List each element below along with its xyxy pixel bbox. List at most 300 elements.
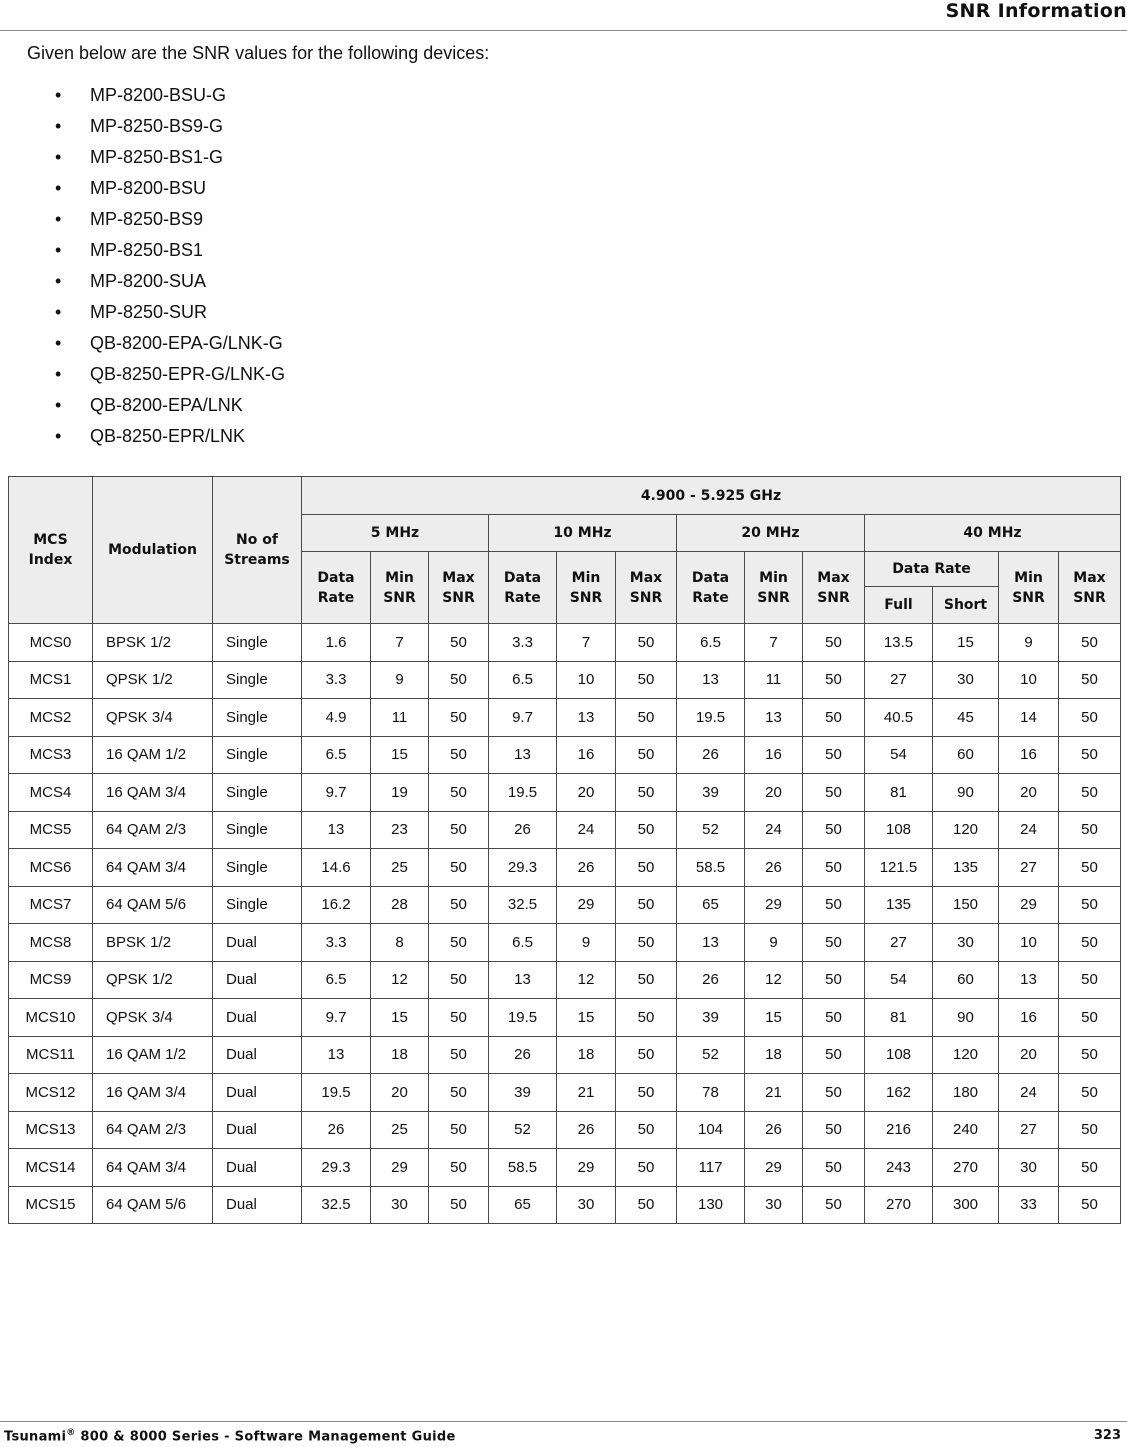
cell-10mhz-min-snr: 24 [557, 811, 616, 849]
header-short: Short [933, 587, 999, 624]
cell-5mhz-data-rate: 14.6 [302, 849, 371, 887]
cell-5mhz-min-snr: 19 [371, 774, 429, 812]
bullet-icon: • [55, 426, 62, 446]
cell-20mhz-min-snr: 16 [745, 736, 803, 774]
cell-streams: Dual [213, 999, 302, 1037]
cell-5mhz-min-snr: 28 [371, 886, 429, 924]
device-name: QB-8200-EPA-G/LNK-G [90, 333, 283, 353]
cell-20mhz-min-snr: 24 [745, 811, 803, 849]
cell-5mhz-data-rate: 9.7 [302, 999, 371, 1037]
header-mcs-index: MCS Index [9, 477, 93, 624]
bullet-icon: • [55, 85, 62, 105]
header-min-snr: Min SNR [745, 552, 803, 624]
cell-10mhz-max-snr: 50 [616, 774, 677, 812]
cell-40mhz-min-snr: 9 [999, 624, 1059, 662]
cell-20mhz-data-rate: 13 [677, 924, 745, 962]
cell-20mhz-min-snr: 13 [745, 699, 803, 737]
cell-10mhz-max-snr: 50 [616, 849, 677, 887]
cell-mcs-index: MCS10 [9, 999, 93, 1037]
cell-5mhz-min-snr: 18 [371, 1036, 429, 1074]
cell-10mhz-max-snr: 50 [616, 1186, 677, 1224]
cell-40mhz-min-snr: 16 [999, 999, 1059, 1037]
table-row [9, 924, 1121, 962]
cell-20mhz-data-rate: 39 [677, 999, 745, 1037]
cell-10mhz-min-snr: 29 [557, 1149, 616, 1187]
cell-40mhz-max-snr: 50 [1059, 999, 1121, 1037]
header-bw-10mhz: 10 MHz [489, 515, 677, 552]
cell-10mhz-min-snr: 18 [557, 1036, 616, 1074]
cell-10mhz-data-rate: 19.5 [489, 774, 557, 812]
header-max-snr: Max SNR [1059, 552, 1121, 624]
bullet-icon: • [55, 271, 62, 291]
table-row [9, 699, 1121, 737]
bullet-icon: • [55, 364, 62, 384]
cell-10mhz-data-rate: 13 [489, 961, 557, 999]
cell-5mhz-data-rate: 6.5 [302, 736, 371, 774]
cell-10mhz-data-rate: 6.5 [489, 924, 557, 962]
cell-5mhz-max-snr: 50 [429, 1036, 489, 1074]
device-name: QB-8200-EPA/LNK [90, 395, 243, 415]
cell-20mhz-data-rate: 19.5 [677, 699, 745, 737]
cell-5mhz-min-snr: 11 [371, 699, 429, 737]
cell-10mhz-max-snr: 50 [616, 999, 677, 1037]
cell-40mhz-data-rate-short: 30 [933, 661, 999, 699]
cell-20mhz-data-rate: 78 [677, 1074, 745, 1112]
cell-40mhz-max-snr: 50 [1059, 924, 1121, 962]
header-full: Full [865, 587, 933, 624]
cell-5mhz-max-snr: 50 [429, 624, 489, 662]
cell-20mhz-max-snr: 50 [803, 699, 865, 737]
table-row [9, 999, 1121, 1037]
cell-5mhz-max-snr: 50 [429, 699, 489, 737]
header-modulation: Modulation [93, 477, 213, 624]
cell-10mhz-min-snr: 13 [557, 699, 616, 737]
device-name: QB-8250-EPR-G/LNK-G [90, 364, 286, 384]
registered-mark: ® [66, 1428, 76, 1438]
cell-40mhz-data-rate-full: 121.5 [865, 849, 933, 887]
cell-5mhz-data-rate: 1.6 [302, 624, 371, 662]
cell-40mhz-data-rate-full: 135 [865, 886, 933, 924]
cell-40mhz-data-rate-short: 30 [933, 924, 999, 962]
cell-streams: Dual [213, 924, 302, 962]
cell-40mhz-min-snr: 10 [999, 661, 1059, 699]
cell-10mhz-max-snr: 50 [616, 1074, 677, 1112]
cell-20mhz-max-snr: 50 [803, 1036, 865, 1074]
cell-10mhz-min-snr: 26 [557, 849, 616, 887]
device-name: MP-8250-BS9 [90, 209, 204, 229]
cell-40mhz-data-rate-full: 108 [865, 1036, 933, 1074]
cell-10mhz-data-rate: 6.5 [489, 661, 557, 699]
cell-5mhz-data-rate: 6.5 [302, 961, 371, 999]
cell-40mhz-data-rate-short: 135 [933, 849, 999, 887]
cell-40mhz-max-snr: 50 [1059, 1111, 1121, 1149]
cell-20mhz-max-snr: 50 [803, 1111, 865, 1149]
cell-5mhz-min-snr: 29 [371, 1149, 429, 1187]
cell-20mhz-min-snr: 30 [745, 1186, 803, 1224]
cell-modulation: 16 QAM 3/4 [93, 774, 213, 812]
cell-5mhz-data-rate: 13 [302, 1036, 371, 1074]
cell-40mhz-min-snr: 30 [999, 1149, 1059, 1187]
cell-40mhz-data-rate-short: 180 [933, 1074, 999, 1112]
device-name: QB-8250-EPR/LNK [90, 426, 246, 446]
cell-40mhz-max-snr: 50 [1059, 886, 1121, 924]
cell-5mhz-data-rate: 3.3 [302, 924, 371, 962]
cell-5mhz-data-rate: 9.7 [302, 774, 371, 812]
cell-20mhz-max-snr: 50 [803, 736, 865, 774]
cell-mcs-index: MCS7 [9, 886, 93, 924]
header-min-snr: Min SNR [371, 552, 429, 624]
cell-40mhz-max-snr: 50 [1059, 961, 1121, 999]
cell-40mhz-min-snr: 10 [999, 924, 1059, 962]
cell-40mhz-max-snr: 50 [1059, 811, 1121, 849]
cell-10mhz-data-rate: 3.3 [489, 624, 557, 662]
cell-streams: Dual [213, 1036, 302, 1074]
cell-5mhz-data-rate: 32.5 [302, 1186, 371, 1224]
table-row [9, 1036, 1121, 1074]
cell-40mhz-min-snr: 20 [999, 1036, 1059, 1074]
cell-40mhz-data-rate-short: 120 [933, 811, 999, 849]
cell-10mhz-data-rate: 13 [489, 736, 557, 774]
cell-40mhz-max-snr: 50 [1059, 661, 1121, 699]
cell-20mhz-max-snr: 50 [803, 849, 865, 887]
cell-streams: Single [213, 699, 302, 737]
cell-10mhz-data-rate: 29.3 [489, 849, 557, 887]
cell-5mhz-max-snr: 50 [429, 736, 489, 774]
cell-20mhz-min-snr: 26 [745, 849, 803, 887]
cell-40mhz-min-snr: 13 [999, 961, 1059, 999]
cell-modulation: QPSK 1/2 [93, 961, 213, 999]
cell-mcs-index: MCS12 [9, 1074, 93, 1112]
cell-40mhz-data-rate-full: 270 [865, 1186, 933, 1224]
cell-40mhz-max-snr: 50 [1059, 849, 1121, 887]
cell-40mhz-min-snr: 14 [999, 699, 1059, 737]
cell-modulation: 16 QAM 1/2 [93, 736, 213, 774]
cell-5mhz-max-snr: 50 [429, 1186, 489, 1224]
cell-10mhz-data-rate: 58.5 [489, 1149, 557, 1187]
table-row [9, 736, 1121, 774]
cell-10mhz-data-rate: 39 [489, 1074, 557, 1112]
cell-20mhz-min-snr: 21 [745, 1074, 803, 1112]
cell-modulation: 16 QAM 1/2 [93, 1036, 213, 1074]
cell-mcs-index: MCS15 [9, 1186, 93, 1224]
cell-40mhz-max-snr: 50 [1059, 1036, 1121, 1074]
cell-modulation: 16 QAM 3/4 [93, 1074, 213, 1112]
cell-20mhz-max-snr: 50 [803, 886, 865, 924]
footer-title [4, 1428, 456, 1444]
cell-modulation: 64 QAM 3/4 [93, 1149, 213, 1187]
cell-20mhz-max-snr: 50 [803, 624, 865, 662]
cell-20mhz-data-rate: 117 [677, 1149, 745, 1187]
cell-40mhz-data-rate-full: 216 [865, 1111, 933, 1149]
cell-10mhz-max-snr: 50 [616, 961, 677, 999]
page-header-title: SNR Information [945, 0, 1127, 22]
cell-streams: Single [213, 736, 302, 774]
device-name: MP-8200-SUA [90, 271, 207, 291]
cell-mcs-index: MCS5 [9, 811, 93, 849]
cell-10mhz-min-snr: 12 [557, 961, 616, 999]
header-no-of-streams: No of Streams [213, 477, 302, 624]
table-row [9, 886, 1121, 924]
cell-20mhz-data-rate: 58.5 [677, 849, 745, 887]
cell-10mhz-min-snr: 16 [557, 736, 616, 774]
cell-5mhz-min-snr: 9 [371, 661, 429, 699]
cell-40mhz-data-rate-full: 40.5 [865, 699, 933, 737]
cell-10mhz-data-rate: 65 [489, 1186, 557, 1224]
table-row [9, 811, 1121, 849]
cell-mcs-index: MCS11 [9, 1036, 93, 1074]
cell-5mhz-max-snr: 50 [429, 1111, 489, 1149]
cell-20mhz-min-snr: 26 [745, 1111, 803, 1149]
table-row [9, 1111, 1121, 1149]
cell-5mhz-max-snr: 50 [429, 849, 489, 887]
header-min-snr: Min SNR [999, 552, 1059, 624]
cell-5mhz-max-snr: 50 [429, 1149, 489, 1187]
cell-10mhz-max-snr: 50 [616, 886, 677, 924]
cell-20mhz-max-snr: 50 [803, 1074, 865, 1112]
cell-streams: Dual [213, 1111, 302, 1149]
cell-40mhz-data-rate-short: 60 [933, 961, 999, 999]
table-row [9, 1074, 1121, 1112]
cell-20mhz-data-rate: 26 [677, 961, 745, 999]
header-max-snr: Max SNR [803, 552, 865, 624]
snr-table-body [9, 624, 1121, 1224]
cell-40mhz-max-snr: 50 [1059, 736, 1121, 774]
cell-40mhz-max-snr: 50 [1059, 774, 1121, 812]
cell-20mhz-data-rate: 39 [677, 774, 745, 812]
cell-mcs-index: MCS4 [9, 774, 93, 812]
cell-10mhz-data-rate: 52 [489, 1111, 557, 1149]
cell-5mhz-min-snr: 25 [371, 849, 429, 887]
cell-40mhz-data-rate-full: 108 [865, 811, 933, 849]
table-row [9, 1149, 1121, 1187]
cell-10mhz-data-rate: 19.5 [489, 999, 557, 1037]
header-data-rate: Data Rate [302, 552, 371, 624]
cell-10mhz-data-rate: 32.5 [489, 886, 557, 924]
footer-divider [0, 1421, 1127, 1422]
bullet-icon: • [55, 395, 62, 415]
cell-5mhz-max-snr: 50 [429, 811, 489, 849]
page-number: 323 [1093, 1428, 1121, 1443]
cell-10mhz-data-rate: 26 [489, 811, 557, 849]
table-row [9, 774, 1121, 812]
table-row [9, 849, 1121, 887]
cell-40mhz-data-rate-short: 120 [933, 1036, 999, 1074]
cell-20mhz-data-rate: 130 [677, 1186, 745, 1224]
cell-20mhz-data-rate: 52 [677, 1036, 745, 1074]
cell-5mhz-min-snr: 30 [371, 1186, 429, 1224]
cell-40mhz-data-rate-short: 300 [933, 1186, 999, 1224]
cell-streams: Dual [213, 1149, 302, 1187]
cell-10mhz-max-snr: 50 [616, 1111, 677, 1149]
cell-5mhz-max-snr: 50 [429, 961, 489, 999]
cell-40mhz-data-rate-full: 27 [865, 661, 933, 699]
device-name: MP-8250-BS1 [90, 240, 204, 260]
cell-20mhz-max-snr: 50 [803, 1149, 865, 1187]
cell-20mhz-min-snr: 20 [745, 774, 803, 812]
cell-streams: Single [213, 886, 302, 924]
cell-mcs-index: MCS3 [9, 736, 93, 774]
bullet-icon: • [55, 209, 62, 229]
cell-mcs-index: MCS0 [9, 624, 93, 662]
cell-mcs-index: MCS2 [9, 699, 93, 737]
cell-20mhz-max-snr: 50 [803, 924, 865, 962]
cell-modulation: 64 QAM 5/6 [93, 1186, 213, 1224]
cell-5mhz-data-rate: 16.2 [302, 886, 371, 924]
cell-40mhz-max-snr: 50 [1059, 1149, 1121, 1187]
cell-40mhz-data-rate-short: 270 [933, 1149, 999, 1187]
footer-brand: Tsunami [4, 1429, 67, 1445]
header-bw-40mhz: 40 MHz [865, 515, 1121, 552]
cell-10mhz-max-snr: 50 [616, 924, 677, 962]
cell-40mhz-min-snr: 27 [999, 1111, 1059, 1149]
cell-40mhz-data-rate-short: 15 [933, 624, 999, 662]
cell-20mhz-max-snr: 50 [803, 811, 865, 849]
cell-40mhz-data-rate-full: 54 [865, 961, 933, 999]
cell-5mhz-max-snr: 50 [429, 774, 489, 812]
cell-10mhz-max-snr: 50 [616, 1149, 677, 1187]
cell-20mhz-data-rate: 6.5 [677, 624, 745, 662]
cell-40mhz-data-rate-full: 162 [865, 1074, 933, 1112]
cell-5mhz-max-snr: 50 [429, 924, 489, 962]
snr-table [8, 476, 1121, 1224]
cell-40mhz-min-snr: 33 [999, 1186, 1059, 1224]
cell-40mhz-data-rate-short: 90 [933, 999, 999, 1037]
cell-10mhz-max-snr: 50 [616, 736, 677, 774]
cell-20mhz-max-snr: 50 [803, 1186, 865, 1224]
cell-20mhz-data-rate: 65 [677, 886, 745, 924]
table-row [9, 624, 1121, 662]
cell-10mhz-min-snr: 20 [557, 774, 616, 812]
cell-modulation: 64 QAM 5/6 [93, 886, 213, 924]
cell-40mhz-min-snr: 29 [999, 886, 1059, 924]
cell-10mhz-data-rate: 26 [489, 1036, 557, 1074]
cell-10mhz-min-snr: 7 [557, 624, 616, 662]
cell-modulation: BPSK 1/2 [93, 624, 213, 662]
cell-40mhz-max-snr: 50 [1059, 1074, 1121, 1112]
cell-20mhz-data-rate: 13 [677, 661, 745, 699]
cell-5mhz-min-snr: 15 [371, 736, 429, 774]
cell-20mhz-min-snr: 29 [745, 1149, 803, 1187]
header-min-snr: Min SNR [557, 552, 616, 624]
header-frequency-band: 4.900 - 5.925 GHz [302, 477, 1121, 515]
cell-streams: Single [213, 774, 302, 812]
footer-guide-title: 800 & 8000 Series - Software Management Guide [75, 1429, 456, 1445]
device-name: MP-8250-BS1-G [90, 147, 224, 167]
table-row [9, 961, 1121, 999]
cell-5mhz-data-rate: 4.9 [302, 699, 371, 737]
cell-streams: Single [213, 661, 302, 699]
device-name: MP-8200-BSU-G [90, 85, 227, 105]
cell-5mhz-min-snr: 7 [371, 624, 429, 662]
cell-5mhz-max-snr: 50 [429, 886, 489, 924]
cell-20mhz-min-snr: 7 [745, 624, 803, 662]
cell-5mhz-min-snr: 12 [371, 961, 429, 999]
bullet-icon: • [55, 333, 62, 353]
cell-modulation: BPSK 1/2 [93, 924, 213, 962]
cell-mcs-index: MCS1 [9, 661, 93, 699]
cell-40mhz-min-snr: 20 [999, 774, 1059, 812]
cell-40mhz-max-snr: 50 [1059, 1186, 1121, 1224]
cell-streams: Single [213, 624, 302, 662]
cell-mcs-index: MCS14 [9, 1149, 93, 1187]
header-max-snr: Max SNR [616, 552, 677, 624]
cell-5mhz-min-snr: 25 [371, 1111, 429, 1149]
cell-5mhz-min-snr: 20 [371, 1074, 429, 1112]
header-bw-5mhz: 5 MHz [302, 515, 489, 552]
cell-10mhz-max-snr: 50 [616, 624, 677, 662]
header-data-rate-40: Data Rate [865, 552, 999, 587]
cell-40mhz-data-rate-full: 243 [865, 1149, 933, 1187]
cell-20mhz-max-snr: 50 [803, 961, 865, 999]
cell-5mhz-min-snr: 8 [371, 924, 429, 962]
cell-10mhz-min-snr: 10 [557, 661, 616, 699]
cell-modulation: QPSK 3/4 [93, 999, 213, 1037]
table-row [9, 1186, 1121, 1224]
cell-10mhz-min-snr: 9 [557, 924, 616, 962]
cell-20mhz-data-rate: 104 [677, 1111, 745, 1149]
cell-40mhz-min-snr: 16 [999, 736, 1059, 774]
cell-20mhz-min-snr: 29 [745, 886, 803, 924]
cell-10mhz-min-snr: 29 [557, 886, 616, 924]
cell-40mhz-data-rate-full: 27 [865, 924, 933, 962]
cell-10mhz-max-snr: 50 [616, 1036, 677, 1074]
cell-streams: Dual [213, 961, 302, 999]
header-data-rate: Data Rate [489, 552, 557, 624]
header-max-snr: Max SNR [429, 552, 489, 624]
cell-5mhz-min-snr: 15 [371, 999, 429, 1037]
header-bw-20mhz: 20 MHz [677, 515, 865, 552]
cell-40mhz-min-snr: 24 [999, 811, 1059, 849]
cell-20mhz-min-snr: 18 [745, 1036, 803, 1074]
cell-10mhz-min-snr: 21 [557, 1074, 616, 1112]
cell-mcs-index: MCS8 [9, 924, 93, 962]
cell-40mhz-min-snr: 27 [999, 849, 1059, 887]
cell-20mhz-min-snr: 9 [745, 924, 803, 962]
bullet-icon: • [55, 240, 62, 260]
cell-modulation: 64 QAM 3/4 [93, 849, 213, 887]
cell-40mhz-data-rate-short: 240 [933, 1111, 999, 1149]
cell-5mhz-min-snr: 23 [371, 811, 429, 849]
cell-streams: Single [213, 811, 302, 849]
cell-20mhz-max-snr: 50 [803, 999, 865, 1037]
cell-mcs-index: MCS6 [9, 849, 93, 887]
device-name: MP-8200-BSU [90, 178, 207, 198]
cell-5mhz-data-rate: 29.3 [302, 1149, 371, 1187]
cell-5mhz-data-rate: 26 [302, 1111, 371, 1149]
cell-10mhz-max-snr: 50 [616, 699, 677, 737]
cell-modulation: 64 QAM 2/3 [93, 1111, 213, 1149]
cell-40mhz-data-rate-short: 90 [933, 774, 999, 812]
cell-5mhz-data-rate: 19.5 [302, 1074, 371, 1112]
cell-40mhz-data-rate-full: 13.5 [865, 624, 933, 662]
cell-20mhz-data-rate: 26 [677, 736, 745, 774]
cell-mcs-index: MCS13 [9, 1111, 93, 1149]
cell-mcs-index: MCS9 [9, 961, 93, 999]
cell-10mhz-max-snr: 50 [616, 811, 677, 849]
cell-10mhz-min-snr: 15 [557, 999, 616, 1037]
header-divider [0, 30, 1127, 31]
cell-streams: Dual [213, 1186, 302, 1224]
header-data-rate: Data Rate [677, 552, 745, 624]
cell-40mhz-data-rate-full: 81 [865, 999, 933, 1037]
cell-40mhz-max-snr: 50 [1059, 699, 1121, 737]
bullet-icon: • [55, 116, 62, 136]
cell-20mhz-max-snr: 50 [803, 774, 865, 812]
cell-5mhz-max-snr: 50 [429, 999, 489, 1037]
bullet-icon: • [55, 302, 62, 322]
cell-streams: Single [213, 849, 302, 887]
bullet-icon: • [55, 147, 62, 167]
